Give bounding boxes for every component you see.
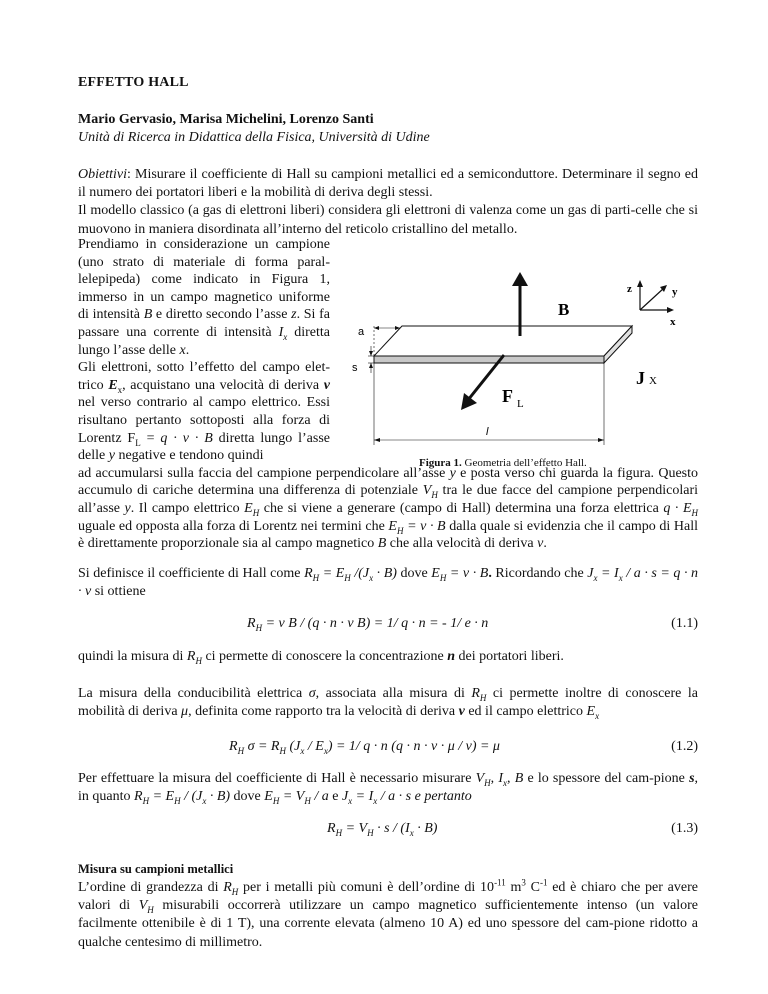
fl-label-main: F — [502, 386, 513, 406]
obiettivi-label: Obiettivi — [78, 167, 127, 182]
dim-l-label: l — [486, 426, 489, 438]
figure-caption-label: Figura 1. — [419, 457, 462, 469]
affiliation: Unità di Ricerca in Didattica della Fisica, Università di Udine — [78, 130, 430, 145]
jx-label-main: J — [636, 368, 645, 388]
section-heading-metals: Misura su campioni metallici — [78, 862, 234, 876]
equation-1-1-number: (1.1) — [671, 616, 698, 631]
obiettivi-text: : Misurare il coefficiente di Hall su campioni metallici ed a semiconduttore. Determinare il segno ed il numero dei portatori liberi e la mobilità di deriva degli stessi. — [78, 167, 698, 201]
dim-a-label: a — [358, 326, 365, 338]
b-label: B — [558, 300, 570, 319]
fl-label-sub: L — [517, 398, 524, 410]
equation-1-2-body: $R_H$ $\sigma = R_H$ $(J_x / E_x) = 1/$ q · n (q · n · v · μ / v) = μ — [229, 739, 500, 756]
intro-paragraph — [78, 166, 698, 239]
wrapped-lines: Prendiamo in considerazione un campione (uno strato di materiale di forma paral-lelepipeda) come indicato in Figura 1, immerso in un campo magnetico uniforme di intensità B e diretto secondo l’asse z. Si fa passare una corrente di intensità $I_x$ diretta lungo l’asse delle x. Gli elettroni, sotto l’effetto del campo elet-trico $E_x$, acquistano una velocità di deriva v nel verso contrario al campo elettrico. Essi risultano pertanto sottoposti alla forza di Lorentz $F_L = q \cdot v \cdot B$ diretta lungo l’asse delle y negative e tendono quindi — [78, 237, 331, 464]
authors: Mario Gervasio, Marisa Michelini, Lorenzo Santi — [78, 112, 374, 127]
axes-icon — [627, 280, 678, 328]
concentration-paragraph: quindi la misura di $R_H$ ci permette di conoscere la concentrazione n dei portatori liberi. — [78, 649, 564, 666]
mobility-paragraph: La misura della conducibilità elettrica σ, associata alla misura di $R_H$ ci permette inoltre di conoscere la mobilità di deriva μ, definita come rapporto tra la velocità di deriva v ed il campo elettrico $E_x$ — [78, 686, 698, 721]
measurement-paragraph: Per effettuare la misura del coefficiente di Hall è necessario misurare $V_H$, $I_x$, B e lo spessore del cam-pione s, in quanto $R_H = E_H / (J_x \cdot B)$ dove $E_H = V_H / a$ e $J_x = I_x / a \cdot s$ e pertanto — [78, 771, 699, 806]
document-title: EFFETTO HALL — [78, 75, 189, 90]
jx-label-sub: X — [649, 375, 657, 387]
wrapped-continuation: ad accumularsi sulla faccia del campione perpendicolare all’asse y e posta verso chi guarda la figura. Questo accumulo di cariche determina una differenza di potenziale $V_H$ tra le due facce del campione perpendicolari all’asse y. Il campo elettrico $E_H$ che si viene a generare (campo di Hall) determina una forza elettrica $q \cdot E_H$ uguale ed opposta alla forza di Lorentz nei termini che $E_H = v \cdot B$ dalla quale si evidenzia che il campo di Hall è direttamente proporzionale sia al campo magnetico B che alla velocità di deriva v. — [78, 465, 699, 552]
equation-1-3-number: (1.3) — [671, 821, 698, 836]
figure-caption-text: Geometria dell’effetto Hall. — [461, 457, 587, 469]
axis-y-label: y — [672, 286, 678, 298]
axis-x-label: x — [670, 316, 676, 328]
figure-caption — [419, 457, 587, 469]
jx-label-group — [636, 368, 657, 388]
equation-1-1-body: $R_H = v$ B / (q · n · v B) = 1/ q · n = - 1/ e · n — [247, 616, 489, 633]
dimension-s — [352, 346, 374, 374]
hall-def-paragraph: Si definisce il coefficiente di Hall come $R_H = E_H$ $/(J_x \cdot B)$ dove $E_H = v \cdot B$. Ricordando che $J_x = I_x / a \cdot s = q \cdot n \cdot v$ si ottiene — [78, 566, 699, 600]
model-text: Il modello classico (a gas di elettroni liberi) considera gli elettroni di valenza come un gas di parti-celle che si muovono in maniera disordinata all’interno del reticolo cristallino del metallo. — [78, 203, 698, 237]
metals-paragraph: L’ordine di grandezza di $R_H$ per i metalli più comuni è dell’ordine di $10^{-11}$ $m^3$ $C^{-1}$ ed è chiaro che per avere valori di $V_H$ misurabili occorrerà utilizzare un campo magnetico sufficientemente intenso (un valore facilmente ottenibile è di 1 T), una corrente elevata (almeno 10 A) ed uno spessore del cam-pione ridotto a qualche centesimo di millimetro. — [78, 877, 698, 950]
axis-z-label: z — [627, 283, 632, 295]
equation-1-2-number: (1.2) — [671, 739, 698, 754]
equation-1-3-body: $R_H = V_H \cdot s / (I_x \cdot B)$ — [327, 821, 438, 838]
dim-s-label: s — [352, 362, 358, 374]
hall-effect-figure — [344, 270, 698, 470]
